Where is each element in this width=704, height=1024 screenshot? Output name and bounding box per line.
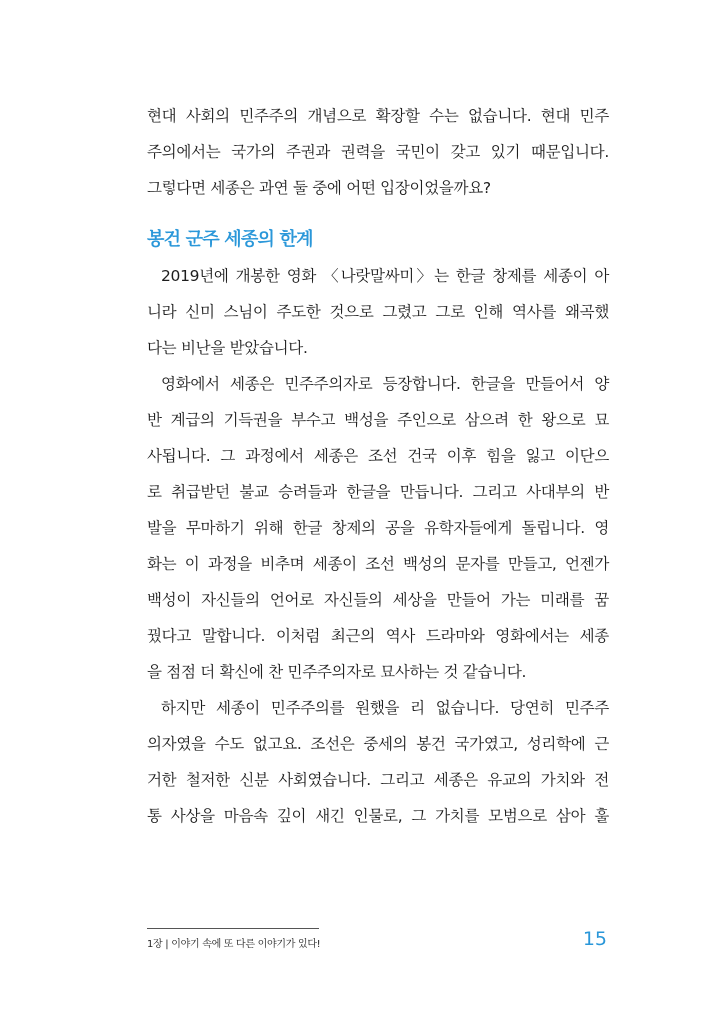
text-line: 2019년에 개봉한 영화 〈나랏말싸미〉는 한글 창제를 세종이 아 xyxy=(161,267,609,285)
text-line: 을 점점 더 확신에 찬 민주주의자로 묘사하는 것 같습니다. xyxy=(147,663,527,681)
text-line: 화는 이 과정을 비추며 세종이 조선 백성의 문자를 만들고, 언젠가 xyxy=(147,555,609,573)
text-line: 현대 사회의 민주주의 개념으로 확장할 수는 없습니다. 현대 민주 xyxy=(147,107,609,125)
body-text xyxy=(147,98,609,834)
paragraph-1 xyxy=(147,258,609,366)
text-line: 꿨다고 말합니다. 이처럼 최근의 역사 드라마와 영화에서는 세종 xyxy=(147,627,609,645)
footer-divider xyxy=(147,928,319,929)
text-line: 백성이 자신들의 언어로 자신들의 세상을 만들어 가는 미래를 꿈 xyxy=(147,591,609,609)
text-line: 로 취급받던 불교 승려들과 한글을 만듭니다. 그리고 사대부의 반 xyxy=(147,483,609,501)
text-line: 주의에서는 국가의 주권과 권력을 국민이 갖고 있기 때문입니다. xyxy=(147,143,609,161)
text-line: 반 계급의 기득권을 부수고 백성을 주인으로 삼으려 한 왕으로 묘 xyxy=(147,411,609,429)
paragraph-2 xyxy=(147,366,609,690)
text-line: 니라 신미 스님이 주도한 것으로 그렸고 그로 인해 역사를 왜곡했 xyxy=(147,303,609,321)
page-number: 15 xyxy=(582,928,607,950)
text-line: 영화에서 세종은 민주주의자로 등장합니다. 한글을 만들어서 양 xyxy=(161,375,609,393)
paragraph-3 xyxy=(147,690,609,834)
text-line: 하지만 세종이 민주주의를 원했을 리 없습니다. 당연히 민주주 xyxy=(161,699,609,717)
text-line: 사됩니다. 그 과정에서 세종은 조선 건국 이후 힘을 잃고 이단으 xyxy=(147,447,609,465)
text-line: 거한 철저한 신분 사회였습니다. 그리고 세종은 유교의 가치와 전 xyxy=(147,771,609,789)
intro-paragraph xyxy=(147,98,609,206)
text-line: 의자였을 수도 없고요. 조선은 중세의 봉건 국가였고, 성리학에 근 xyxy=(147,735,609,753)
section-heading: 봉건 군주 세종의 한계 xyxy=(147,229,313,250)
text-line: 통 사상을 마음속 깊이 새긴 인물로, 그 가치를 모범으로 삼아 훌 xyxy=(147,807,609,825)
footer-chapter-label: 1장 | 이야기 속에 또 다른 이야기가 있다! xyxy=(147,939,321,950)
text-line: 그렇다면 세종은 과연 둘 중에 어떤 입장이었을까요? xyxy=(147,179,491,197)
text-line: 발을 무마하기 위해 한글 창제의 공을 유학자들에게 돌립니다. 영 xyxy=(147,519,609,537)
text-line: 다는 비난을 받았습니다. xyxy=(147,339,308,357)
